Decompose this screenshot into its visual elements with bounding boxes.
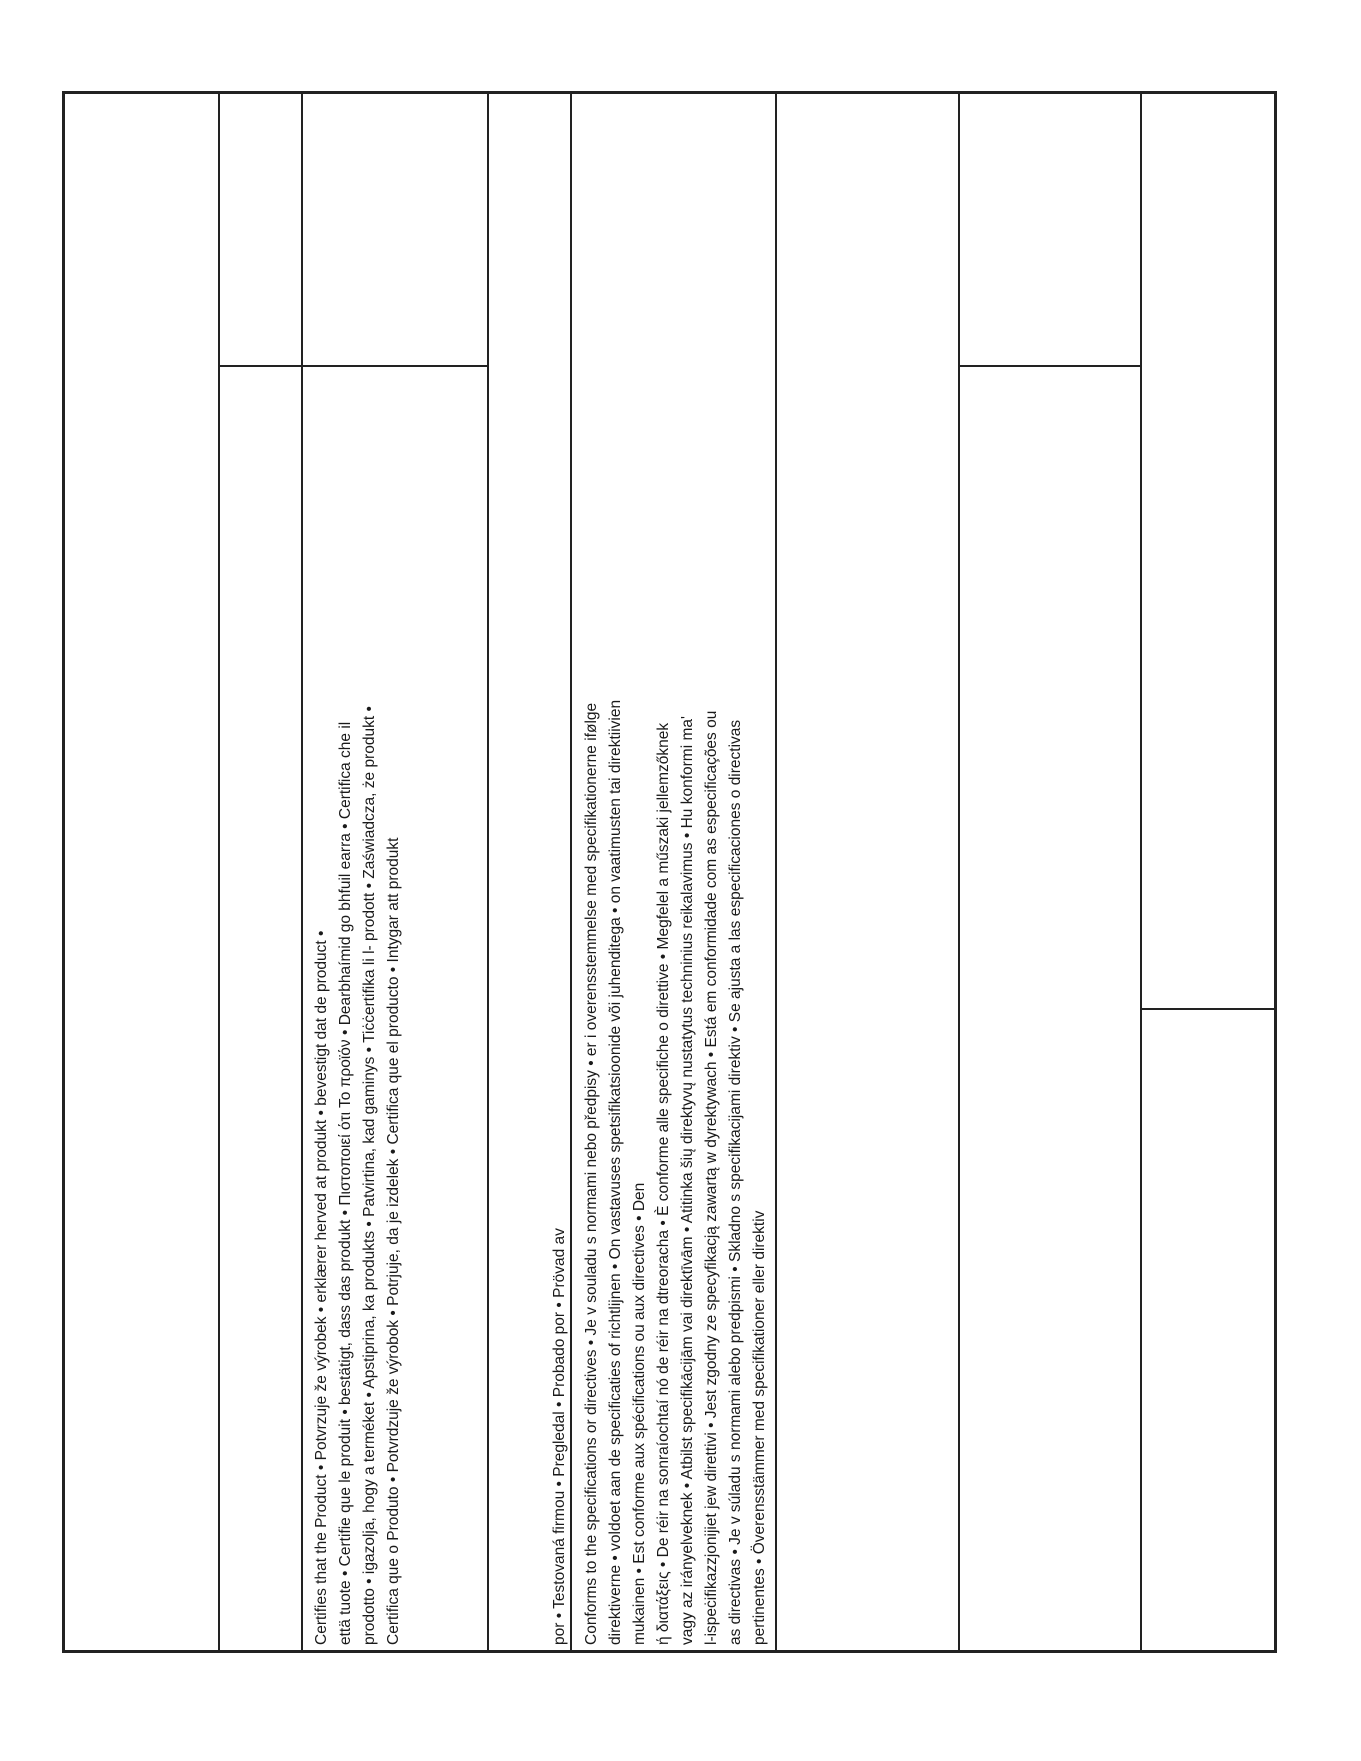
certifies-line: Certifies that the Product • Potvrzuje že výrobek • erklærer herved at produkt • bevestigt dat de product • <box>313 930 330 1645</box>
conforms-line: l-ispeċifikazzjonijiet jew direttivi • Jest zgodny ze specyfikacją zawartą w dyrektywach • Está em conformidade com as especificações ou <box>703 710 720 1645</box>
conforms-line: direktiverne • voldoet aan de specificaties of richtlijnen • On vastavuses spetsifikatsioonide või juhenditega • on vaatimusten tai direktiivien <box>607 699 624 1645</box>
conforms-line: mukainen • Est conforme aux spécifications ou aux directives • Den <box>631 1182 648 1645</box>
conforms-line: vagy az irányelveknek • Atbilst specifikācijām vai direktīvām • Atitinka šių direktyvų nustatytus techninius reikalavimus • Hu konformi ma' <box>679 716 696 1645</box>
row-divider <box>958 365 1140 367</box>
certifies-line: että tuote • Certifie que le produit • bestätigt, dass das produkt • Πιστοποιεί ότι Το προϊόν • Dearbhaímid go bhfuil earra • Certifica che il <box>337 721 354 1645</box>
certifies-text-block <box>310 706 406 1645</box>
column-divider <box>487 91 489 1653</box>
certifies-line: Certifica que o Produto • Potvrdzuje že výrobok • Potrjuje, da je izdelek • Certifica que el producto • Intygar att produkt <box>385 837 402 1645</box>
row-divider <box>218 365 488 367</box>
conforms-line: pertinentes • Överensstämmer med specifikationer eller direktiv <box>751 1210 768 1645</box>
column-divider <box>301 91 303 1653</box>
tested-line: por • Testovaná firmou • Pregledal • Probado por • Prövad av <box>551 1228 568 1645</box>
column-divider <box>218 91 220 1653</box>
row-divider <box>1140 1008 1276 1010</box>
conforms-line: ή διατάξεις • De réir na sonraíochtaí nó de réir na dtreoracha • È conforme alle specifiche o direttive • Megfelel a műszaki jellemzőknek <box>655 722 672 1645</box>
column-divider <box>958 91 960 1653</box>
conforms-line: as directivas • Je v súladu s normami alebo predpismi • Skladno s specifikacijami direktiv • Se ajusta a las especificaciones o directivas <box>727 719 744 1645</box>
tested-text-block <box>548 1228 572 1645</box>
column-divider <box>1140 91 1142 1653</box>
certifies-line: prodotto • igazolja, hogy a terméket • Apstiprina, ka produkts • Patvirtina, kad gaminys • Tiċċertifika li l- prodott • Zaświadcza, że produkt • <box>361 706 378 1645</box>
conforms-text-block <box>580 700 772 1645</box>
column-divider <box>775 91 777 1653</box>
conforms-line: Conforms to the specifications or directives • Je v souladu s normami nebo předpisy • er i overensstemmelse med specifikationerne ifølge <box>583 702 600 1645</box>
